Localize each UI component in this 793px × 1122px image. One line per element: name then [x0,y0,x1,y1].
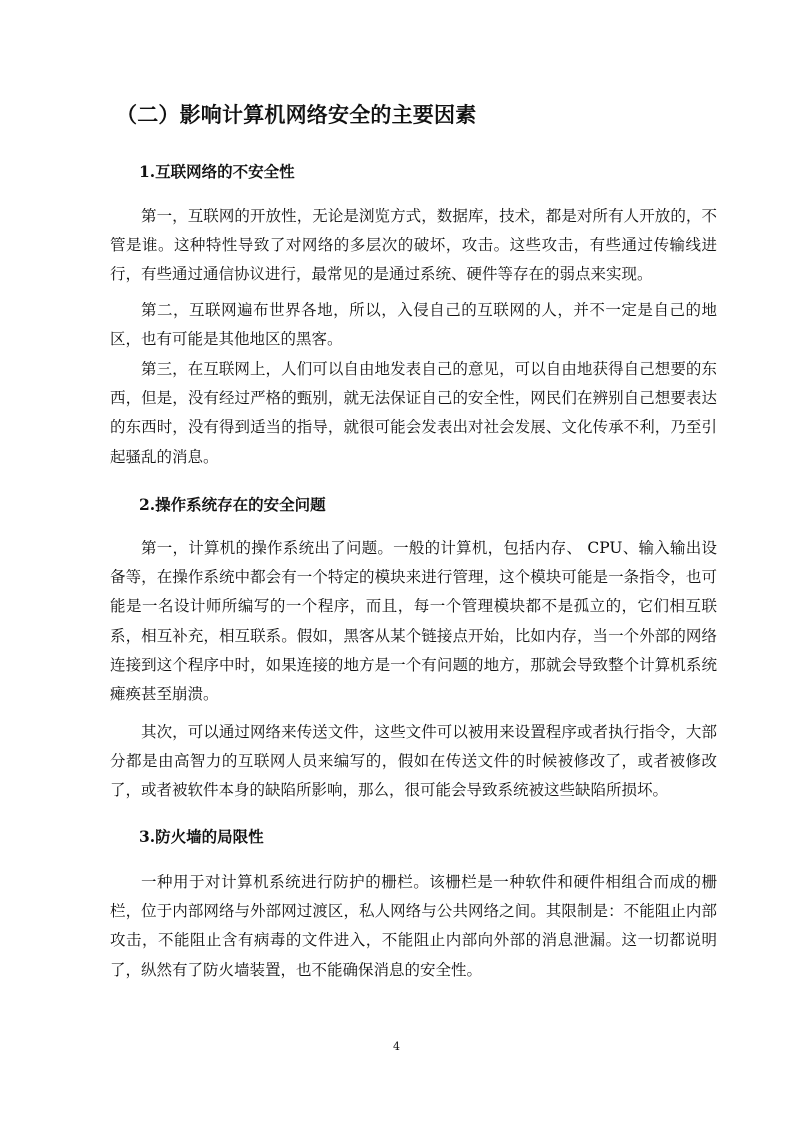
section-title: （二）影响计算机网络安全的主要因素 [116,102,477,127]
paragraph-2-2: 其次，可以通过网络来传送文件，这些文件可以被用来设置程序或者执行指令，大部分都是由高智力的互联网人员来编写的，假如在传送文件的时候被修改了，或者被修改了，或者被软件本身的缺陷所影响，那么，很可能会导致系统被这些缺陷所损坏。 [110,723,717,800]
paragraph-3-1: 一种用于对计算机系统进行防护的栅栏。该栅栏是一种软件和硬件相组合而成的栅栏，位于内部网络与外部网过渡区，私人网络与公共网络之间。其限制是：不能阻止内部攻击，不能阻止含有病毒的文件进入，不能阻止内部向外部的消息泄漏。这一切都说明了，纵然有了防火墙装置，也不能确保消息的安全性。 [110,873,717,979]
page-number: 4 [393,1040,400,1053]
subsection-heading-2: 2.操作系统存在的安全问题 [139,495,326,514]
paragraph-1-3: 第三，在互联网上，人们可以自由地发表自己的意见，可以自由地获得自己想要的东西，但是，没有经过严格的甄别，就无法保证自己的安全性，网民们在辨别自己想要表达的东西时，没有得到适当的指导，就很可能会发表出对社会发展、文化传承不利，乃至引起骚乱的消息。 [110,360,717,466]
subsection-heading-3: 3.防火墙的局限性 [139,827,264,846]
paragraph-1-1: 第一，互联网的开放性，无论是浏览方式，数据库，技术，都是对所有人开放的，不管是谁。这种特性导致了对网络的多层次的破坏，攻击。这些攻击，有些通过传输线进行，有些通过通信协议进行，最常见的是通过系统、硬件等存在的弱点来实现。 [110,207,717,284]
paragraph-2-1: 第一，计算机的操作系统出了问题。一般的计算机，包括内存、 CPU、输入输出设备等，在操作系统中都会有一个特定的模块来进行管理，这个模块可能是一条指令，也可能是一名设计师所编写的一个程序，而且，每一个管理模块都不是孤立的，它们相互联系，相互补充，相互联系。假如，黑客从某个链接点开始，比如内存，当一个外部的网络连接到这个程序中时，如果连接的地方是一个有问题的地方，那就会导致整个计算机系统瘫痪甚至崩溃。 [110,539,717,704]
paragraph-1-2: 第二，互联网遍布世界各地，所以，入侵自己的互联网的人，并不一定是自己的地区，也有可能是其他地区的黑客。 [110,301,717,349]
subsection-heading-1: 1.互联网络的不安全性 [139,162,295,181]
